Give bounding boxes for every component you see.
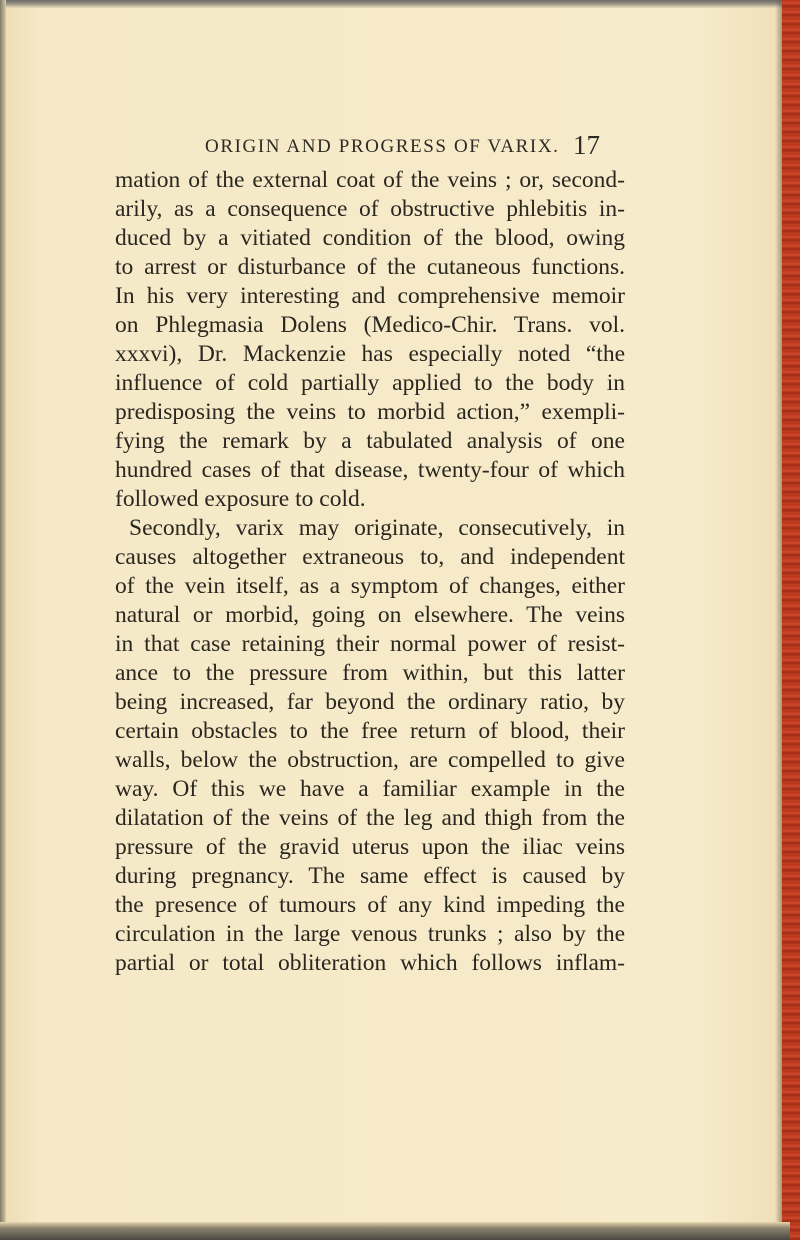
text-line: xxxvi), Dr. Mackenzie has especially noted “the	[115, 341, 625, 367]
text-line: natural or morbid, going on elsewhere. The veins	[115, 602, 625, 628]
text-line: causes altogether extraneous to, and independent	[115, 544, 625, 570]
text-line: dilatation of the veins of the leg and thigh from the	[115, 805, 625, 831]
page-top-edge	[0, 0, 790, 8]
page-left-edge	[0, 0, 6, 1240]
text-line: being increased, far beyond the ordinary ratio, by	[115, 689, 625, 715]
text-line: hundred cases of that disease, twenty-four of which	[115, 457, 625, 483]
text-line: on Phlegmasia Dolens (Medico-Chir. Trans. vol.	[115, 312, 625, 338]
text-line: to arrest or disturbance of the cutaneous functions.	[115, 254, 625, 280]
text-line: fying the remark by a tabulated analysis of one	[115, 428, 625, 454]
running-header	[205, 130, 600, 170]
page-number: 17	[573, 130, 600, 160]
page-bottom-edge	[0, 1222, 790, 1240]
text-line: partial or total obliteration which follows inflam-	[115, 950, 625, 976]
text-line: of the vein itself, as a symptom of changes, either	[115, 573, 625, 599]
text-line: pressure of the gravid uterus upon the iliac veins	[115, 834, 625, 860]
text-line: certain obstacles to the free return of blood, their	[115, 718, 625, 744]
text-line: arily, as a consequence of obstructive phlebitis in-	[115, 196, 625, 222]
text-line: circulation in the large venous trunks ; also by the	[115, 921, 625, 947]
body-text	[115, 166, 625, 978]
text-line: ance to the pressure from within, but this latter	[115, 660, 625, 686]
text-line: walls, below the obstruction, are compelled to give	[115, 747, 625, 773]
book-cover-edge	[782, 0, 800, 1240]
text-line: followed exposure to cold.	[115, 486, 366, 512]
text-line: during pregnancy. The same effect is caused by	[115, 863, 625, 889]
text-line: influence of cold partially applied to the body in	[115, 370, 625, 396]
text-line: in that case retaining their normal power of resist-	[115, 631, 625, 657]
text-line: mation of the external coat of the veins ; or, second-	[115, 167, 625, 193]
text-line: way. Of this we have a familiar example in the	[115, 776, 625, 802]
text-line: In his very interesting and comprehensive memoir	[115, 283, 625, 309]
paragraph-start-line: Secondly, varix may originate, consecutively, in	[129, 515, 625, 541]
text-line: the presence of tumours of any kind impeding the	[115, 892, 625, 918]
text-line: predisposing the veins to morbid action,” exempli-	[115, 399, 625, 425]
running-title: ORIGIN AND PROGRESS OF VARIX.	[205, 136, 560, 157]
text-line: duced by a vitiated condition of the blood, owing	[115, 225, 625, 251]
